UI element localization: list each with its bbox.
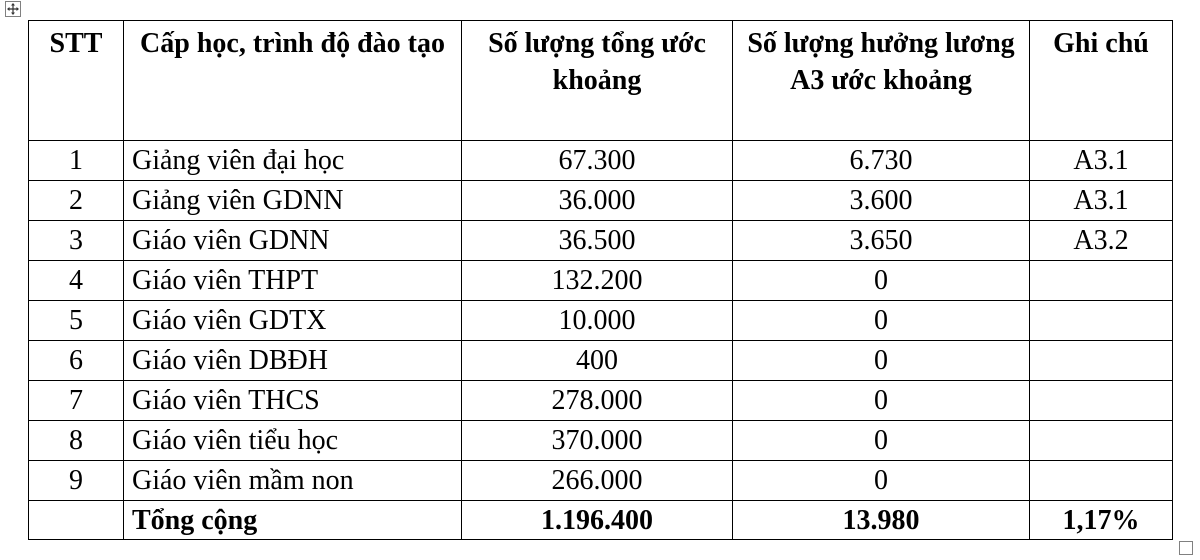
cell-stt: 8	[29, 421, 124, 461]
cell-total: 67.300	[462, 141, 733, 181]
total-sum: 1.196.400	[462, 501, 733, 540]
total-a3: 13.980	[733, 501, 1030, 540]
move-arrows-icon	[7, 3, 19, 15]
cell-stt: 7	[29, 381, 124, 421]
cell-total: 266.000	[462, 461, 733, 501]
total-label: Tổng cộng	[124, 501, 462, 540]
table-move-handle[interactable]	[5, 1, 21, 17]
cell-a3: 0	[733, 341, 1030, 381]
cell-level: Giáo viên THCS	[124, 381, 462, 421]
cell-total: 400	[462, 341, 733, 381]
header-note: Ghi chú	[1030, 21, 1173, 141]
total-row	[29, 501, 1173, 540]
header-a3: Số lượng hưởng lương A3 ước khoảng	[733, 21, 1030, 141]
cell-total: 132.200	[462, 261, 733, 301]
cell-stt: 5	[29, 301, 124, 341]
cell-level: Giáo viên GDTX	[124, 301, 462, 341]
table-header-row	[29, 21, 1173, 141]
cell-level: Giảng viên GDNN	[124, 181, 462, 221]
cell-note	[1030, 421, 1173, 461]
cell-a3: 3.600	[733, 181, 1030, 221]
cell-note: A3.1	[1030, 141, 1173, 181]
header-stt: STT	[29, 21, 124, 141]
cell-note	[1030, 341, 1173, 381]
cell-level: Giáo viên GDNN	[124, 221, 462, 261]
table-row	[29, 141, 1173, 181]
cell-stt: 6	[29, 341, 124, 381]
cell-a3: 0	[733, 421, 1030, 461]
table-row	[29, 461, 1173, 501]
cell-note	[1030, 461, 1173, 501]
cell-level: Giảng viên đại học	[124, 141, 462, 181]
cell-note: A3.1	[1030, 181, 1173, 221]
table-row	[29, 261, 1173, 301]
cell-stt: 2	[29, 181, 124, 221]
cell-a3: 3.650	[733, 221, 1030, 261]
total-percent: 1,17%	[1030, 501, 1173, 540]
teacher-salary-table	[28, 20, 1173, 540]
cell-note	[1030, 381, 1173, 421]
table-resize-handle[interactable]	[1179, 541, 1193, 555]
table-row	[29, 341, 1173, 381]
cell-total: 36.500	[462, 221, 733, 261]
table-row	[29, 181, 1173, 221]
table-row	[29, 381, 1173, 421]
cell-a3: 0	[733, 301, 1030, 341]
cell-a3: 0	[733, 261, 1030, 301]
header-total: Số lượng tổng ước khoảng	[462, 21, 733, 141]
table-row	[29, 221, 1173, 261]
cell-stt: 3	[29, 221, 124, 261]
cell-stt: 1	[29, 141, 124, 181]
cell-total: 10.000	[462, 301, 733, 341]
cell-level: Giáo viên mầm non	[124, 461, 462, 501]
cell-note: A3.2	[1030, 221, 1173, 261]
cell-note	[1030, 301, 1173, 341]
cell-level: Giáo viên THPT	[124, 261, 462, 301]
table-row	[29, 421, 1173, 461]
cell-total: 278.000	[462, 381, 733, 421]
cell-stt: 9	[29, 461, 124, 501]
cell-note	[1030, 261, 1173, 301]
cell-a3: 0	[733, 461, 1030, 501]
cell-level: Giáo viên tiểu học	[124, 421, 462, 461]
header-level: Cấp học, trình độ đào tạo	[124, 21, 462, 141]
cell-total: 36.000	[462, 181, 733, 221]
cell-a3: 0	[733, 381, 1030, 421]
table-row	[29, 301, 1173, 341]
cell-level: Giáo viên DBĐH	[124, 341, 462, 381]
total-stt	[29, 501, 124, 540]
cell-total: 370.000	[462, 421, 733, 461]
cell-stt: 4	[29, 261, 124, 301]
cell-a3: 6.730	[733, 141, 1030, 181]
